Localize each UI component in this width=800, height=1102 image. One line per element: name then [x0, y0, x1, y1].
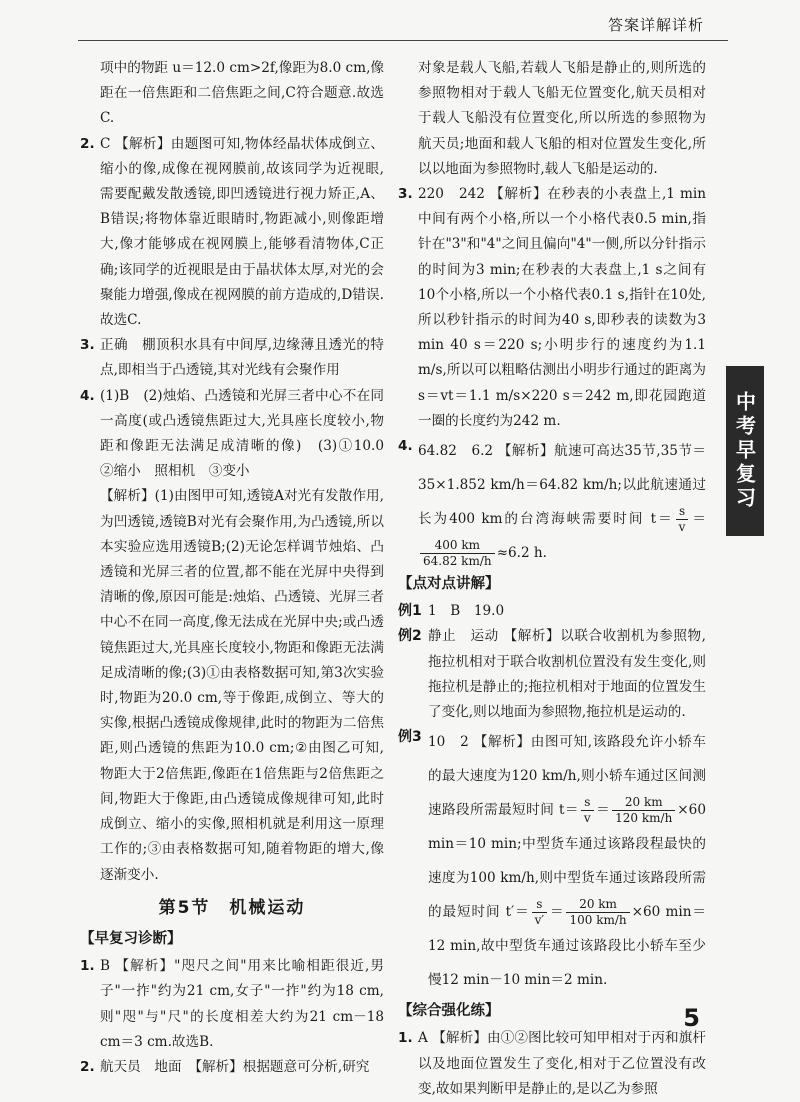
equals: ＝	[690, 511, 706, 528]
example-number: 例1	[398, 603, 422, 620]
diagnosis-heading: 【早复习诊断】	[80, 930, 182, 947]
item-number: 2.	[80, 1058, 95, 1075]
example-2	[398, 624, 706, 725]
item-text-start: 64.82 6.2 【解析】航速可高达35节,35节＝35×1.852 km/h＝64.82 km/h;以此航速通过长为400 km的台湾海峡需要时间 t＝	[418, 443, 706, 528]
header-divider	[78, 40, 728, 41]
fraction	[676, 504, 689, 535]
fraction-num: 20 km	[612, 795, 675, 811]
fraction-den: 64.82 km/h	[423, 554, 492, 569]
fraction-num: s	[581, 795, 594, 811]
example-text-mid: ×60 min＝10 min;中型货车通过该路段程最快的速度为100 km/h,则中型货车通过该路段所需的最短时间 t′＝	[428, 802, 706, 921]
side-tab: 中考早复习	[726, 366, 764, 536]
continued-text: 项中的物距 u＝12.0 cm>2f,像距为8.0 cm,像距在一倍焦距和二倍焦距之间,C符合题意.故选C.	[100, 60, 384, 127]
fraction	[581, 795, 594, 826]
example-text: 1 B 19.0	[428, 603, 505, 620]
item-text: A 【解析】由①②图比较可知甲相对于丙和旗杆以及地面位置发生了变化,相对于乙位置没有改变,故如果判断甲是静止的,是以乙为参照	[418, 1030, 706, 1097]
example-1	[398, 599, 706, 624]
section-title: 第5节 机械运动	[158, 897, 306, 918]
fraction-num: 20 km	[566, 897, 629, 913]
page-number: 5	[683, 1004, 700, 1032]
fraction-den: 100 km/h	[569, 913, 627, 928]
item-number: 3.	[398, 186, 413, 203]
item-text: 220 242 【解析】在秒表的小表盘上,1 min中间有两个小格,所以一个小格代表0.5 min,指针在"3"和"4"之间且偏向"4"一侧,所以分针指示的时间为3 min;在秒表的大表盘上,1 s之间有10个小格,所以一个小格代表0.1 s,指针在10处,所以秒针指示的时间为40 s,即秒表的读数为3 min 40 s＝220 s;小明步行的速度约为1.1 m/s,所以可以粗略估测出小明步行通过的距离为s＝vt＝1.1 m/s×220 s＝242 m,即花园跑道一圈的长度约为242 m.	[418, 186, 706, 429]
diag-item-3	[398, 182, 706, 434]
answer-item-3	[80, 333, 384, 383]
example-3	[398, 725, 706, 997]
answer-item-4	[80, 384, 398, 888]
item-text	[418, 434, 706, 570]
diag-item-2	[80, 1055, 384, 1080]
example-number: 例3	[398, 729, 422, 746]
comprehensive-heading: 【综合强化练】	[398, 1003, 500, 1020]
example-text: 静止 运动 【解析】以联合收割机为参照物,拖拉机相对于联合收割机位置没有发生变化,则拖拉机是静止的;拖拉机相对于地面的位置发生了变化,则以地面为参照物,拖拉机是运动的.	[428, 628, 706, 721]
item-number: 2.	[80, 135, 95, 152]
diag-item-4	[398, 434, 706, 570]
fraction	[566, 897, 629, 928]
comp-item-1	[398, 1026, 706, 1102]
example-text-start: 10 2 【解析】由图可知,该路段允许小轿车的最大速度为120 km/h,则小轿车通过区间测速路段所需最短时间 t＝	[428, 734, 706, 819]
answer-item-2	[80, 132, 384, 334]
item-text: 正确 棚顶积水具有中间厚,边缘薄且透光的特点,即相当于凸透镜,其对光线有会聚作用	[100, 337, 384, 379]
item-text: (1)B (2)烛焰、凸透镜和光屏三者中心不在同一高度(或凸透镜焦距过大,光具座长度较小,物距和像距无法满足成清晰的像) (3)①10.0 ②缩小 照相机 ③变小	[100, 387, 398, 480]
fraction-den: 120 km/h	[615, 811, 673, 826]
item-text: C 【解析】由题图可知,物体经晶状体成倒立、缩小的像,成像在视网膜前,故该同学为近视眼,需要配戴发散透镜,即凹透镜进行视力矫正,A、B错误;将物体靠近眼睛时,物距减小,则像距增大,像才能够成在视网膜上,能够看清物体,C正确;该同学的近视眼是由于晶状体太厚,对光的会聚能力增强,像成在视网膜的前方造成的,D错误.故选C.	[100, 135, 384, 329]
right-column	[398, 56, 706, 1102]
example-number: 例2	[398, 628, 422, 645]
item-number: 1.	[398, 1030, 413, 1047]
item-text: B 【解析】"咫尺之间"用来比喻相距很近,男子"一拃"约为21 cm,女子"一拃"约为18 cm,则"咫"与"尺"的长度相差大约为21 cm－18 cm＝3 cm.故选B.	[100, 958, 384, 1050]
item-text-end: ≈6.2 h.	[496, 545, 547, 562]
fraction-num: s	[532, 897, 548, 913]
item-number: 4.	[398, 438, 413, 455]
fraction	[532, 897, 548, 928]
item-number: 3.	[80, 337, 95, 354]
fraction-den: v′	[534, 913, 545, 928]
item-number: 4.	[80, 387, 95, 404]
fraction	[612, 795, 675, 826]
diag-item-1	[80, 954, 384, 1055]
left-column	[80, 56, 398, 1080]
example-text-end: ×60 min＝12 min,故中型货车通过该路段比小轿车至少慢12 min－10 min＝2 min.	[428, 904, 707, 989]
fraction-den: v	[583, 811, 591, 826]
item-analysis: 【解析】(1)由图甲可知,透镜A对光有发散作用,为凹透镜,透镜B对光有会聚作用,为凸透镜,所以本实验应选用透镜B;(2)无论怎样调节烛焰、凸透镜和光屏三者的位置,都不能在光屏中央得到清晰的像,原因可能是:烛焰、凸透镜、光屏三者中心不在同一高度,像无法成在光屏中央;或凸透镜焦距过大,光具座长度较小,物距和像距无法满足成清晰的像;(3)①由表格数据可知,第3次实验时,物距为20.0 cm,等于像距,成倒立、等大的实像,根据凸透镜成像规律,此时的物距为二倍焦距,则凸透镜的焦距为10.0 cm;②由图乙可知,物距大于2倍焦距,像距在1倍焦距与2倍焦距之间,物距大于像距,由凸透镜成像规律可知,此时成倒立、缩小的实像,照相机就是利用这一原理工作的;③由表格数据可知,随着物距的增大,像逐渐变小.	[100, 488, 384, 883]
fraction-num: s	[676, 504, 689, 520]
fraction-den: v	[678, 520, 686, 535]
page-header: 答案详解详析	[607, 16, 704, 34]
fraction	[420, 538, 495, 569]
item-text: 航天员 地面 【解析】根据题意可分析,研究	[100, 1058, 370, 1075]
key-points-heading: 【点对点讲解】	[398, 576, 500, 593]
fraction-num: 400 km	[420, 538, 495, 554]
continued-text: 对象是载人飞船,若载人飞船是静止的,则所选的参照物相对于载人飞船无位置变化,航天员相对于载人飞船没有位置变化,所以所选的参照物为航天员;地面和载人飞船的相对位置发生变化,所以以地面为参照物时,载人飞船是运动的.	[418, 60, 706, 177]
example-text: 10 2 【解析】由图可知,该路段允许小轿车的最大速度为120 km/h,则小轿车通过区间测速路段所需最短时间 t＝ $\frac{s}{v}$ ＝ $\frac{20 km}{120 km/h}$ ×60 min＝10 min;中型货车通过该路段程最快的速度为100 km/h,则中型货车通过该路段所需的最短时间 t′＝ $\frac{s}{v'}$ ＝ $\frac{20 km}{100 km/h}$ ×60 min＝12 min,故中型货车通过该路段比小轿车至少慢12 min－10 min＝2 min.	[428, 734, 707, 989]
item-number: 1.	[80, 958, 95, 975]
